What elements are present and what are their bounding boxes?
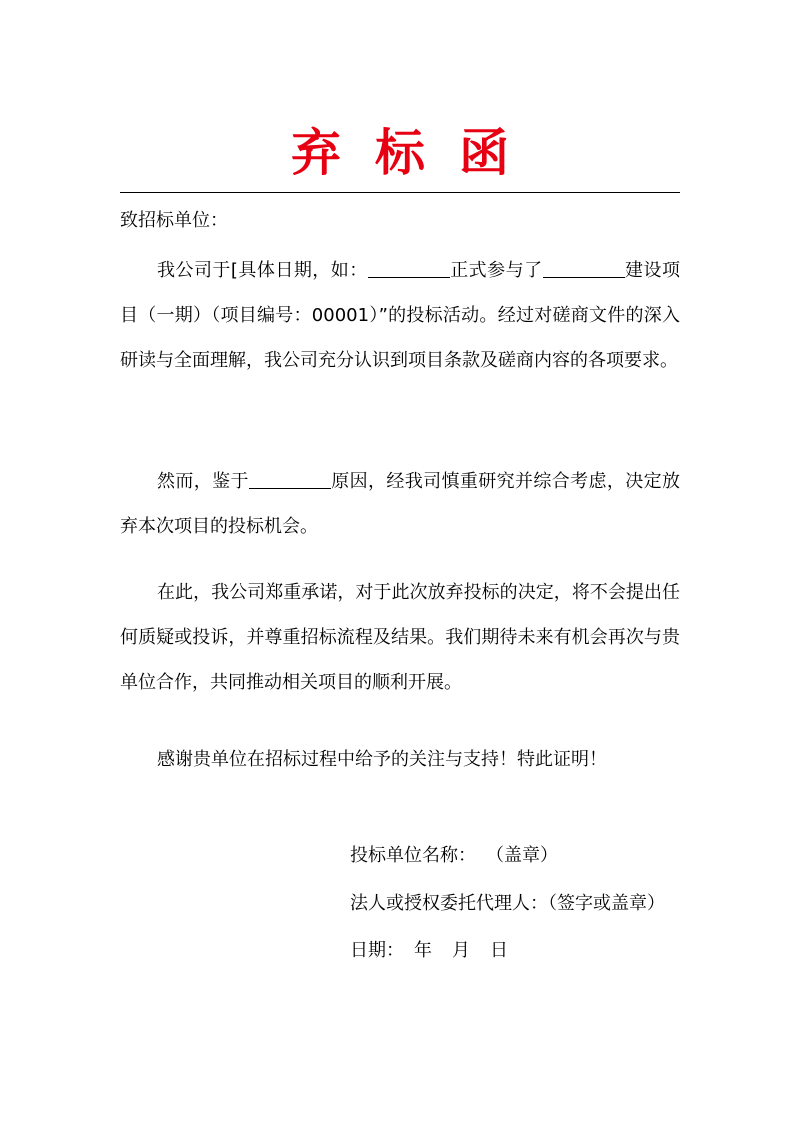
signature-company [350,841,680,871]
paragraph-participation [120,248,680,383]
paragraph-reason [120,459,680,549]
representative-note: （签字或盖章） [548,893,665,914]
signature-date [350,936,680,966]
paragraph-reason-text-1: 然而，鉴于 [157,471,249,492]
paragraph-reason-text-2: 原因，经我司慎重研究并综合考虑，决定放弃本次项目的投标机会。 [120,471,680,537]
paragraph-participation-text-3: 建设项目（一期）（项目编号：00001）”的投标活动。经过对磋商文件的深入研读与全面理解，我公司充分认识到项目条款及磋商内容的各项要求。 [120,260,681,371]
document-title: 弃标函 [291,124,543,182]
signature-representative [350,889,680,919]
paragraph-participation-text-1: 我公司于[具体日期，如： [157,260,368,281]
paragraph-commitment: 在此，我公司郑重承诺，对于此次放弃投标的决定，将不会提出任何质疑或投诉，并尊重招标流程及结果。我们期待未来有机会再次与贵单位合作，共同推动相关项目的顺利开展。 [120,582,680,693]
date-day: 日 [490,940,508,961]
company-seal-note: （盖章） [486,845,558,866]
date-year: 年 [414,940,432,961]
project-name-blank [543,257,625,278]
paragraph-participation-text-2: 正式参与了 [449,260,543,281]
date-label: 日期： [350,940,404,961]
date-blank [368,257,450,278]
company-label: 投标单位名称： [350,845,476,866]
date-month: 月 [452,940,470,961]
paragraph-thanks: 感谢贵单位在招标过程中给予的关注与支持！特此证明！ [157,749,607,770]
representative-label: 法人或授权委托代理人： [350,893,548,914]
title-divider [120,192,680,193]
salutation: 致招标单位： [120,210,228,231]
reason-blank [249,468,331,489]
